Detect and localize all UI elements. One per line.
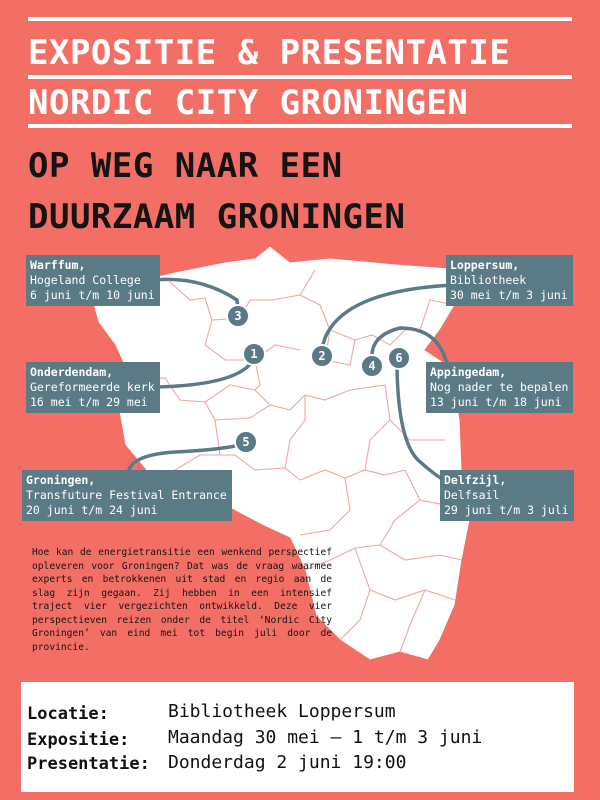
- stop-marker-3[interactable]: 3: [226, 304, 250, 328]
- stop-marker-5[interactable]: 5: [234, 430, 258, 454]
- locatie-label: Locatie:: [27, 704, 109, 724]
- event-info-panel: [21, 682, 574, 792]
- intro-paragraph: Hoe kan de energietransitie een wenkend perspectief opleveren voor Groningen? Dat was de vraag waarmee experts en betrokkenen uit stad en regio aan de slag zijn gegaan. Zij hebben in een intensief traject vier vergezichten ontwikkeld. Deze vier perspectieven reizen onder de titel ‘Nordic City Groningen’ van eind mei tot begin juli door de provincie.: [32, 547, 332, 653]
- stop-box-delfzijl: [440, 470, 574, 521]
- stop-box-appingedam: [426, 362, 573, 413]
- stop-box-loppersum: [446, 255, 573, 306]
- title-line-2: NORDIC CITY GRONINGEN: [28, 83, 469, 123]
- title-line-1: EXPOSITIE & PRESENTATIE: [28, 33, 511, 73]
- locatie-value: Bibliotheek Loppersum: [168, 701, 396, 722]
- stop-marker-1[interactable]: 1: [242, 342, 266, 366]
- stop-box-onderdendam: [26, 362, 160, 413]
- subtitle-line-2: DUURZAAM GRONINGEN: [28, 197, 406, 237]
- stop-city: Onderdendam,: [30, 365, 114, 379]
- presentatie-label: Presentatie:: [27, 754, 150, 774]
- stop-city: Groningen,: [26, 473, 96, 487]
- stop-venue: Hogeland College: [30, 273, 141, 287]
- stop-marker-6[interactable]: 6: [387, 346, 411, 370]
- stop-venue: Transfuture Festival Entrance: [26, 488, 227, 502]
- stop-box-warffum: [26, 255, 160, 306]
- stop-dates: 6 juni t/m 10 juni: [30, 288, 155, 302]
- stop-venue: Gereformeerde kerk: [30, 380, 155, 394]
- stop-dates: 16 mei t/m 29 mei: [30, 395, 148, 409]
- stop-dates: 20 juni t/m 24 juni: [26, 503, 158, 517]
- stop-venue: Delfsail: [444, 488, 500, 502]
- expositie-label: Expositie:: [27, 730, 130, 750]
- stop-marker-4[interactable]: 4: [360, 354, 384, 378]
- subtitle-line-1: OP WEG NAAR EEN: [28, 146, 343, 186]
- stop-dates: 30 mei t/m 3 juni: [450, 288, 568, 302]
- stop-dates: 13 juni t/m 18 juni: [430, 395, 562, 409]
- stop-marker-2[interactable]: 2: [310, 344, 334, 368]
- stop-city: Appingedam,: [430, 365, 507, 379]
- stop-venue: Nog nader te bepalen: [430, 380, 569, 394]
- stop-city: Delfzijl,: [444, 473, 507, 487]
- stop-venue: Bibliotheek: [450, 273, 527, 287]
- stop-city: Loppersum,: [450, 258, 520, 272]
- stop-box-groningen: [22, 470, 232, 521]
- stop-dates: 29 juni t/m 3 juli: [444, 503, 569, 517]
- expositie-value: Maandag 30 mei – 1 t/m 3 juni: [168, 727, 483, 748]
- stop-city: Warffum,: [30, 258, 86, 272]
- presentatie-value: Donderdag 2 juni 19:00: [168, 752, 407, 773]
